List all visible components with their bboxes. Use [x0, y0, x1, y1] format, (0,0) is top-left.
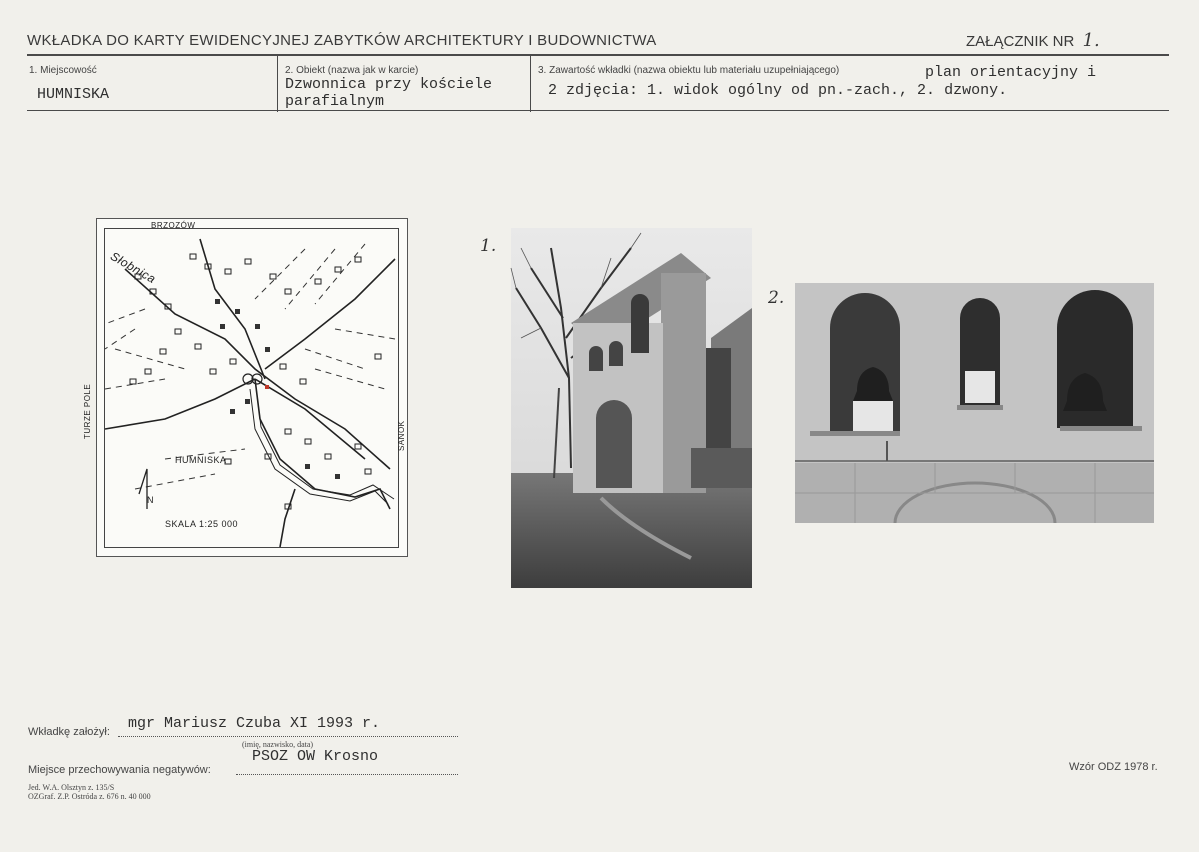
- map-north-label: N: [147, 495, 154, 505]
- contents-value-line1: plan orientacyjny i: [925, 64, 1097, 81]
- print-line-2: OZGraf. Z.P. Ostróda z. 676 n. 40 000: [28, 792, 151, 801]
- annex-number-handwritten: 1.: [1082, 30, 1100, 51]
- contents-value-line2: 2 zdjęcia: 1. widok ogólny od pn.-zach., 2. dzwony.: [548, 82, 1008, 99]
- map-label-brzozow: BRZOZÓW: [151, 221, 196, 230]
- object-value-line1: Dzwonnica przy kościele: [285, 76, 493, 93]
- annex-number: [966, 30, 1100, 51]
- header-rule-top: [27, 54, 1169, 56]
- photo-bells: [795, 283, 1154, 523]
- founded-dotline: [118, 736, 458, 737]
- founded-value: mgr Mariusz Czuba XI 1993 r.: [128, 715, 381, 732]
- locality-label: 1. Miejscowość: [29, 65, 97, 76]
- field-divider-2: [530, 56, 531, 112]
- form-title: WKŁADKA DO KARTY EWIDENCYJNEJ ZABYTKÓW ARCHITEKTURY I BUDOWNICTWA: [27, 32, 657, 49]
- storage-value: PSOZ OW Krosno: [252, 748, 379, 765]
- map-scale: SKALA 1:25 000: [165, 519, 239, 529]
- founded-label: Wkładkę założył:: [28, 726, 110, 738]
- photo-belfry-drawing: [511, 228, 752, 588]
- print-line-1: Jed. W.A. Olsztyn z. 135/S: [28, 783, 115, 792]
- locality-value: HUMNISKA: [37, 86, 110, 103]
- field-divider-1: [277, 56, 278, 112]
- template-version: Wzór ODZ 1978 r.: [1069, 761, 1158, 773]
- map-label-river: Słobnica: [108, 249, 159, 287]
- object-value-line2: parafialnym: [285, 93, 385, 110]
- storage-label: Miejsce przechowywania negatywów:: [28, 764, 211, 776]
- orientation-map: [83, 218, 408, 557]
- photo1-number: 1.: [480, 236, 497, 256]
- contents-label: 3. Zawartość wkładki (nazwa obiektu lub materiału uzupełniającego): [538, 65, 840, 76]
- map-label-turze-pole: TURZE POLE: [83, 383, 92, 439]
- photo2-number: 2.: [768, 288, 785, 308]
- photo-belfry-general-view: [511, 228, 752, 588]
- map-label-village: HUMNISKA: [175, 455, 227, 465]
- storage-dotline: [236, 774, 458, 775]
- founded-hint: (imię, nazwisko, data): [242, 740, 314, 749]
- map-label-sanok: SANOK: [397, 420, 406, 451]
- header-rule-bottom: [27, 110, 1169, 111]
- photo-bells-drawing: [795, 283, 1154, 523]
- object-label: 2. Obiekt (nazwa jak w karcie): [285, 65, 419, 76]
- annex-label: ZAŁĄCZNIK NR: [966, 33, 1075, 50]
